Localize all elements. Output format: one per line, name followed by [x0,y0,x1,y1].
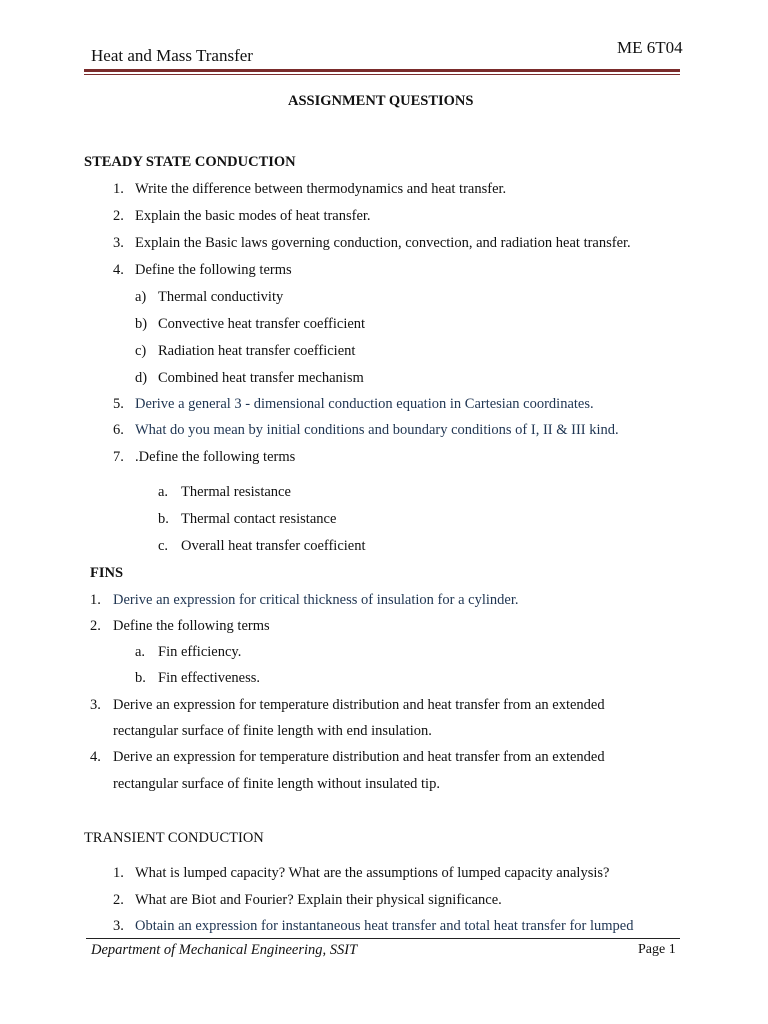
list-item-number: 4. [90,749,101,765]
sub-item-letter: a. [158,484,169,500]
sub-item-letter: a) [135,289,147,305]
page-number: Page 1 [638,942,676,957]
list-item-number: 2. [113,208,124,224]
list-item-text: .Define the following terms [135,449,296,465]
section-title-steady: STEADY STATE CONDUCTION [84,154,296,170]
list-item-text-continued: rectangular surface of finite length with end insulation. [113,723,432,739]
list-item-text: Explain the basic modes of heat transfer. [135,208,371,224]
list-item-number: 3. [113,235,124,251]
sub-item-letter: b. [158,511,169,527]
list-item-text: Derive an expression for temperature distribution and heat transfer from an extended [113,749,605,765]
list-item-text: What are Biot and Fourier? Explain their physical significance. [135,892,502,908]
sub-item-text: Radiation heat transfer coefficient [158,343,356,359]
sub-item-letter: b. [135,670,146,686]
list-item-number: 4. [113,262,124,278]
sub-item-text: Combined heat transfer mechanism [158,370,364,386]
list-item-number: 5. [113,396,124,412]
list-item-text: Define the following terms [135,262,292,278]
sub-item-text: Thermal contact resistance [181,511,337,527]
list-item-text: Derive a general 3 - dimensional conduction equation in Cartesian coordinates. [135,396,594,412]
list-item-text: Derive an expression for critical thickness of insulation for a cylinder. [113,592,519,608]
list-item-number: 3. [90,697,101,713]
list-item-text: Obtain an expression for instantaneous heat transfer and total heat transfer for lumped [135,918,634,934]
sub-item-letter: b) [135,316,148,332]
list-item-text: Define the following terms [113,618,270,634]
sub-item-text: Thermal resistance [181,484,291,500]
section-title-transient: TRANSIENT CONDUCTION [84,830,264,846]
list-item-number: 1. [113,865,124,881]
list-item-text: Write the difference between thermodynamics and heat transfer. [135,181,507,197]
sub-item-text: Convective heat transfer coefficient [158,316,366,332]
list-item-number: 3. [113,918,124,934]
sub-item-letter: c. [158,538,169,554]
footer-department: Department of Mechanical Engineering, SSIT [91,942,358,958]
list-item-number: 7. [113,449,124,465]
sub-item-text: Thermal conductivity [158,289,284,305]
sub-item-text: Fin efficiency. [158,644,242,660]
section-title-fins: FINS [90,565,124,581]
sub-item-letter: d) [135,370,148,386]
footer-rule [86,938,680,939]
list-item-number: 2. [113,892,124,908]
header-rule-thick [84,69,680,72]
page-title: ASSIGNMENT QUESTIONS [288,93,474,109]
list-item-text: Explain the Basic laws governing conduction, convection, and radiation heat transfer. [135,235,631,251]
sub-item-text: Overall heat transfer coefficient [181,538,366,554]
list-item-number: 1. [90,592,101,608]
sub-item-letter: c) [135,343,147,359]
sub-item-text: Fin effectiveness. [158,670,261,686]
document-header-title: Heat and Mass Transfer [91,46,253,65]
list-item-text: What do you mean by initial conditions and boundary conditions of I, II & III kind. [135,422,619,438]
list-item-number: 6. [113,422,124,438]
header-rule-thin [84,74,680,75]
list-item-number: 1. [113,181,124,197]
list-item-text: What is lumped capacity? What are the assumptions of lumped capacity analysis? [135,865,610,881]
course-code: ME 6T04 [617,38,683,57]
list-item-text: Derive an expression for temperature distribution and heat transfer from an extended [113,697,605,713]
list-item-text-continued: rectangular surface of finite length without insulated tip. [113,776,440,792]
list-item-number: 2. [90,618,101,634]
sub-item-letter: a. [135,644,146,660]
